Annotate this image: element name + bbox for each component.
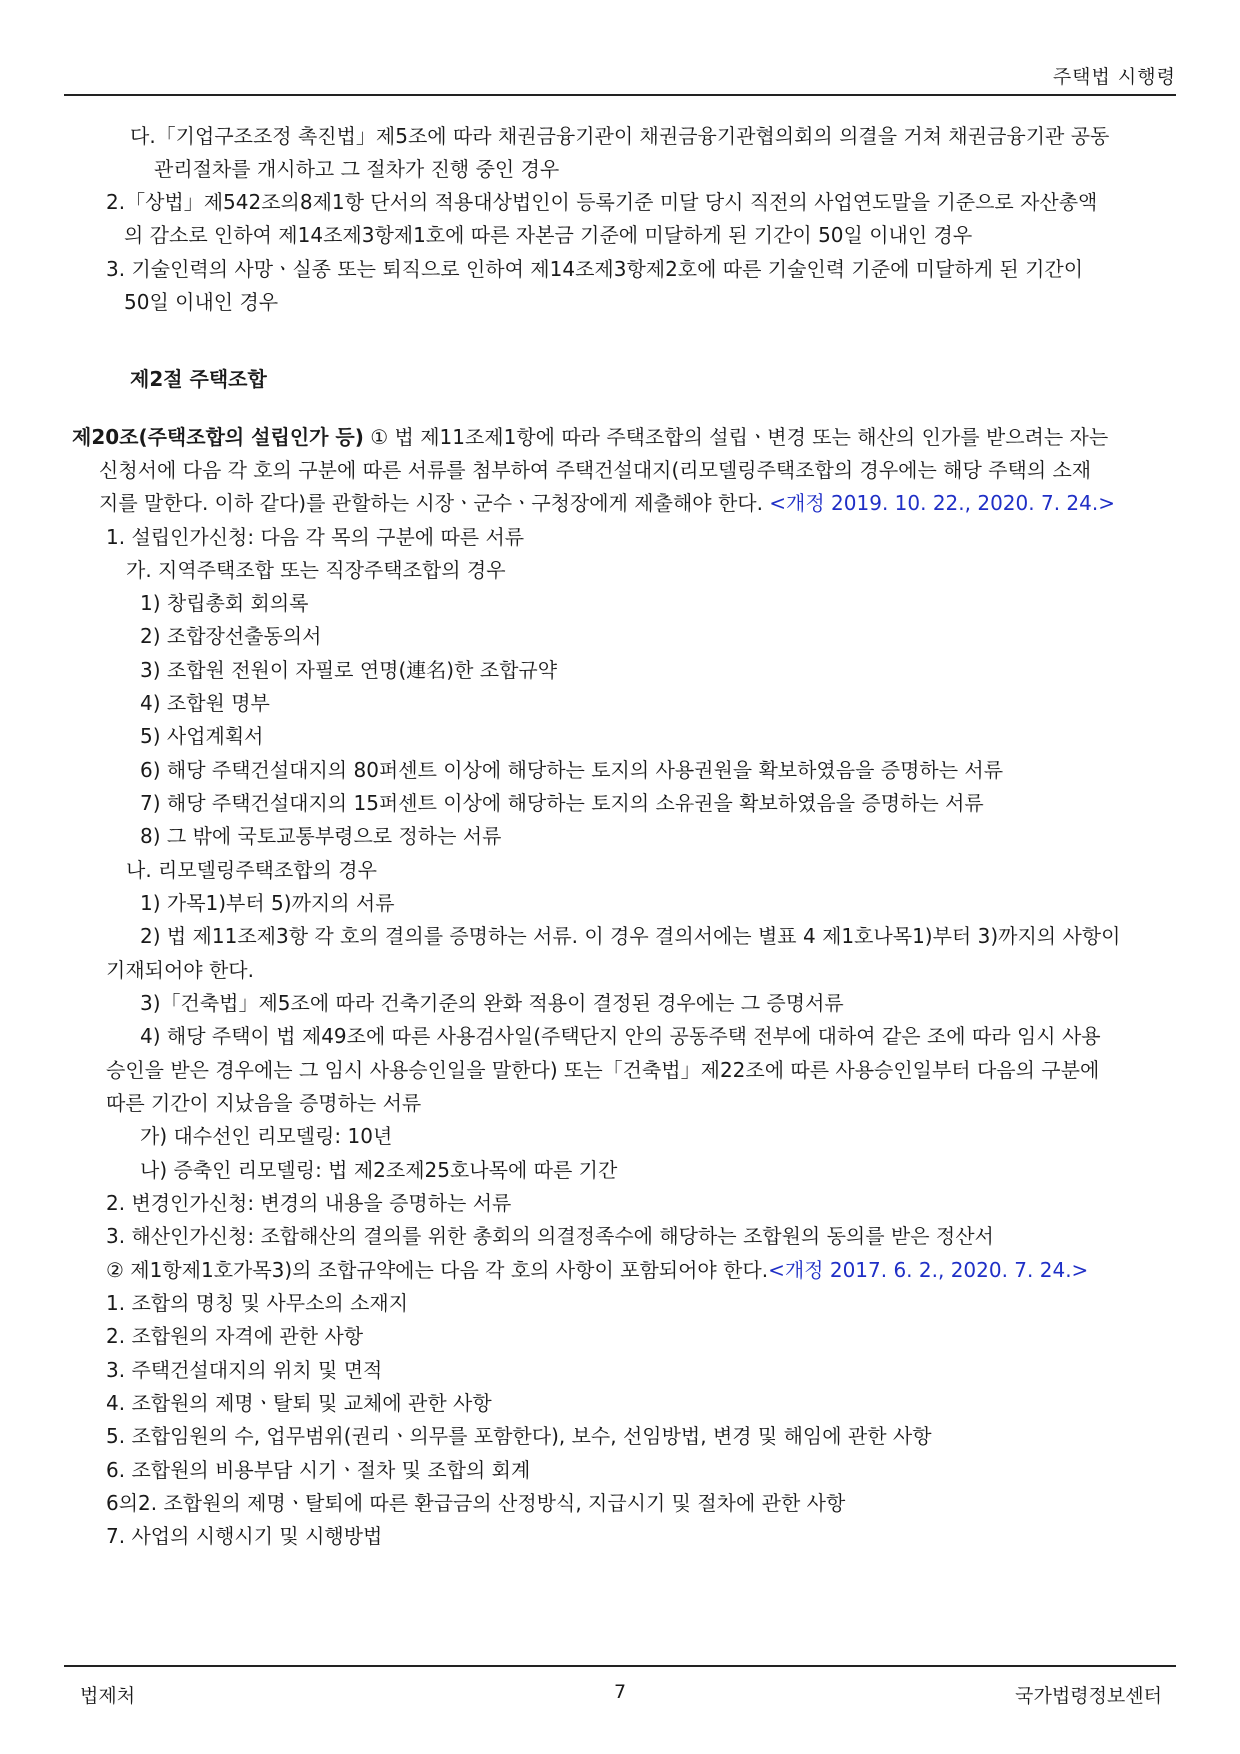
page-footer	[64, 1665, 1176, 1713]
article-title: 제20조(주택조합의 설립인가 등)	[72, 425, 364, 449]
list-item: 2. 변경인가신청: 변경의 내용을 증명하는 서류	[106, 1191, 512, 1215]
page-number: 7	[613, 1681, 627, 1703]
clause-line: 다.「기업구조조정 촉진법」제5조에 따라 채권금융기관이 채권금융기관협의회의 의결을 거쳐 채권금융기관 공동	[130, 124, 1110, 148]
amendment-note: <개정 2017. 6. 2., 2020. 7. 24.>	[768, 1258, 1089, 1282]
list-item: 나) 증축인 리모델링: 법 제2조제25호나목에 따른 기간	[140, 1158, 618, 1182]
list-item: 7) 해당 주택건설대지의 15퍼센트 이상에 해당하는 토지의 소유권을 확보하였음을 증명하는 서류	[140, 791, 984, 815]
clause-line	[99, 489, 1115, 517]
list-item: 3)「건축법」제5조에 따라 건축기준의 완화 적용이 결정된 경우에는 그 증명서류	[140, 991, 844, 1015]
article-line	[72, 423, 1108, 451]
list-item: 나. 리모델링주택조합의 경우	[126, 858, 377, 882]
list-item: 1) 가목1)부터 5)까지의 서류	[140, 891, 395, 915]
paragraph-line	[106, 1256, 1088, 1284]
article-text: ① 법 제11조제1항에 따라 주택조합의 설립ㆍ변경 또는 해산의 인가를 받으려는 자는	[363, 425, 1109, 449]
list-item: 2) 조합장선출동의서	[140, 624, 322, 648]
list-item: 3. 해산인가신청: 조합해산의 결의를 위한 총회의 의결정족수에 해당하는 조합원의 동의를 받은 정산서	[106, 1224, 994, 1248]
list-item: 2. 조합원의 자격에 관한 사항	[106, 1324, 364, 1348]
clause-line: 2.「상법」제542조의8제1항 단서의 적용대상법인이 등록기준 미달 당시 직전의 사업연도말을 기준으로 자산총액	[106, 190, 1098, 214]
list-item: 5. 조합임원의 수, 업무범위(권리ㆍ의무를 포함한다), 보수, 선임방법, 변경 및 해임에 관한 사항	[106, 1424, 932, 1448]
clause-line: 50일 이내인 경우	[124, 290, 279, 314]
list-item: 4) 조합원 명부	[140, 691, 270, 715]
list-item-continuation: 승인을 받은 경우에는 그 임시 사용승인일을 말한다) 또는「건축법」제22조에 따른 사용승인일부터 다음의 구분에	[106, 1058, 1100, 1082]
page-header	[64, 58, 1176, 96]
list-item: 7. 사업의 시행시기 및 시행방법	[106, 1524, 383, 1548]
list-item: 1. 설립인가신청: 다음 각 목의 구분에 따른 서류	[106, 525, 525, 549]
section-heading: 제2절 주택조합	[130, 367, 267, 391]
document-title: 주택법 시행령	[1052, 66, 1176, 88]
list-item: 3) 조합원 전원이 자필로 연명(連名)한 조합규약	[140, 658, 558, 682]
footer-publisher: 법제처	[80, 1685, 136, 1707]
paragraph-text: ② 제1항제1호가목3)의 조합규약에는 다음 각 호의 사항이 포함되어야 한다.	[106, 1258, 769, 1282]
clause-line: 의 감소로 인하여 제14조제3항제1호에 따른 자본금 기준에 미달하게 된 기간이 50일 이내인 경우	[124, 223, 973, 247]
clause-line: 3. 기술인력의 사망ㆍ실종 또는 퇴직으로 인하여 제14조제3항제2호에 따른 기술인력 기준에 미달하게 된 기간이	[106, 257, 1084, 281]
list-item: 5) 사업계획서	[140, 724, 264, 748]
clause-text: 지를 말한다. 이하 같다)를 관할하는 시장ㆍ군수ㆍ구청장에게 제출해야 한다.	[99, 491, 770, 515]
list-item-continuation: 기재되어야 한다.	[106, 958, 254, 982]
clause-line: 관리절차를 개시하고 그 절차가 진행 중인 경우	[154, 157, 560, 181]
list-item: 6의2. 조합원의 제명ㆍ탈퇴에 따른 환급금의 산정방식, 지급시기 및 절차에 관한 사항	[106, 1491, 846, 1515]
list-item: 3. 주택건설대지의 위치 및 면적	[106, 1358, 383, 1382]
list-item: 1. 조합의 명칭 및 사무소의 소재지	[106, 1291, 409, 1315]
amendment-note: <개정 2019. 10. 22., 2020. 7. 24.>	[769, 491, 1115, 515]
list-item: 가. 지역주택조합 또는 직장주택조합의 경우	[126, 558, 506, 582]
list-item: 1) 창립총회 회의록	[140, 591, 309, 615]
list-item: 8) 그 밖에 국토교통부령으로 정하는 서류	[140, 824, 502, 848]
clause-line: 신청서에 다음 각 호의 구분에 따른 서류를 첨부하여 주택건설대지(리모델링주택조합의 경우에는 해당 주택의 소재	[99, 458, 1092, 482]
list-item-continuation: 따른 기간이 지났음을 증명하는 서류	[106, 1091, 422, 1115]
list-item: 가) 대수선인 리모델링: 10년	[140, 1124, 393, 1148]
list-item: 6) 해당 주택건설대지의 80퍼센트 이상에 해당하는 토지의 사용권원을 확보하였음을 증명하는 서류	[140, 758, 1004, 782]
list-item: 6. 조합원의 비용부담 시기ㆍ절차 및 조합의 회계	[106, 1458, 531, 1482]
footer-source: 국가법령정보센터	[1015, 1685, 1162, 1707]
list-item: 4) 해당 주택이 법 제49조에 따른 사용검사일(주택단지 안의 공동주택 전부에 대하여 같은 조에 따라 임시 사용	[140, 1024, 1101, 1048]
list-item: 4. 조합원의 제명ㆍ탈퇴 및 교체에 관한 사항	[106, 1391, 492, 1415]
list-item: 2) 법 제11조제3항 각 호의 결의를 증명하는 서류. 이 경우 결의서에는 별표 4 제1호나목1)부터 3)까지의 사항이	[140, 924, 1121, 948]
